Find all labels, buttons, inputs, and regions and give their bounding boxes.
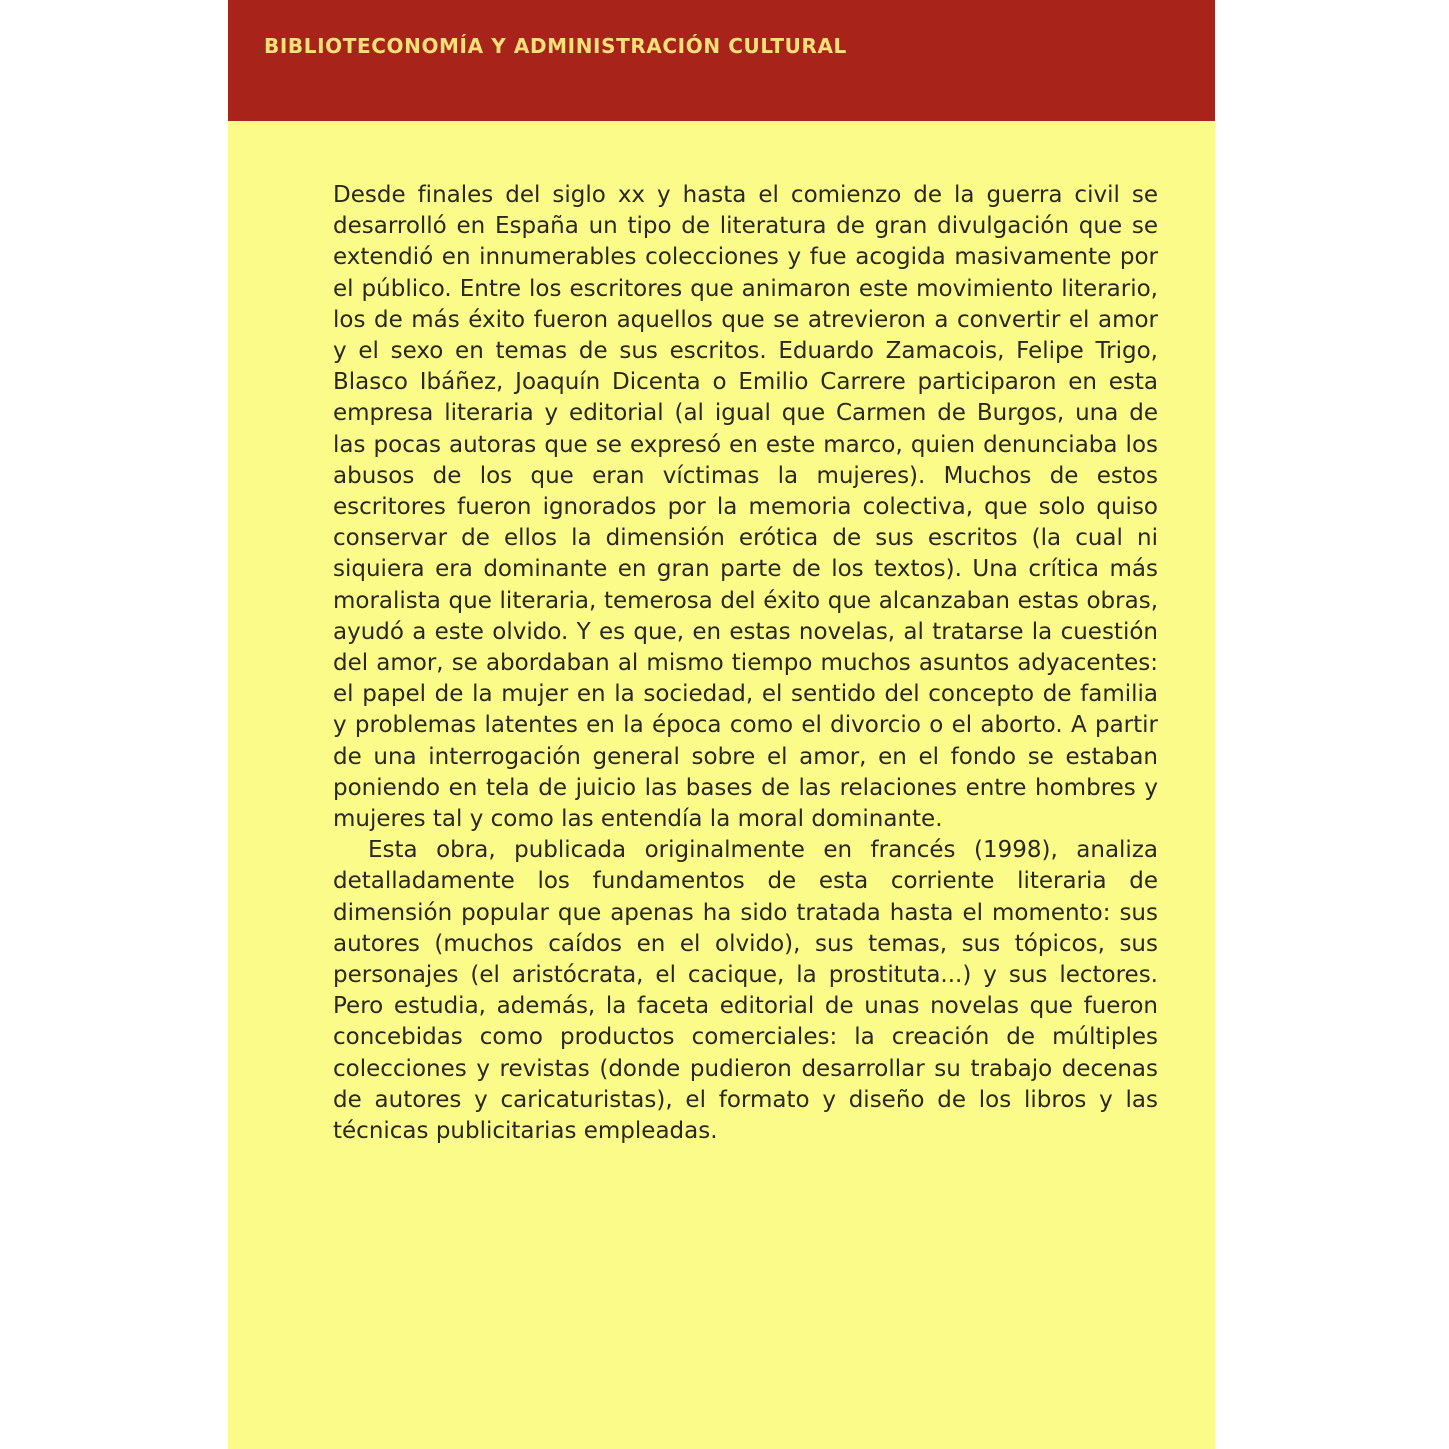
series-header-band (228, 0, 1215, 121)
book-back-cover (228, 0, 1215, 1449)
blurb-paragraph-1: Desde finales del siglo xx y hasta el comienzo de la guerra civil se desarrolló en España un tipo de literatura de gran divulgación que se extendió en innumerables colecciones y fue acogida masivamente por el público. Entre los escritores que animaron este movimiento literario, los de más éxito fueron aquellos que se atrevieron a convertir el amor y el sexo en temas de sus escritos. Eduardo Zamacois, Felipe Trigo, Blasco Ibáñez, Joaquín Dicenta o Emilio Carrere participaron en esta empresa literaria y editorial (al igual que Carmen de Burgos, una de las pocas autoras que se expresó en este marco, quien denunciaba los abusos de los que eran víctimas la mujeres). Muchos de estos escritores fueron ignorados por la memoria colectiva, que solo quiso conservar de ellos la dimensión erótica de sus escritos (la cual ni siquiera era dominante en gran parte de los textos). Una crítica más moralista que literaria, temerosa del éxito que alcanzaban estas obras, ayudó a este olvido. Y es que, en estas novelas, al tratarse la cuestión del amor, se abordaban al mismo tiempo muchos asuntos adyacentes: el papel de la mujer en la sociedad, el sentido del concepto de familia y problemas latentes en la época como el divorcio o el aborto. A partir de una interrogación general sobre el amor, en el fondo se estaban poniendo en tela de juicio las bases de las relaciones entre hombres y mujeres tal y como las entendía la moral dominante. (333, 182, 1158, 833)
blurb-paragraph-2: Esta obra, publicada originalmente en francés (1998), analiza detalladamente los fundamentos de esta corriente literaria de dimensión popular que apenas ha sido tratada hasta el momento: sus autores (muchos caídos en el olvido), sus temas, sus tópicos, sus personajes (el aristócrata, el cacique, la prostituta...) y sus lectores. Pero estudia, además, la faceta editorial de unas novelas que fueron concebidas como productos comerciales: la creación de múltiples colecciones y revistas (donde pudieron desarrollar su trabajo decenas de autores y caricaturistas), el formato y diseño de los libros y las técnicas publicitarias empleadas. (333, 837, 1158, 1145)
series-title: BIBLIOTECONOMÍA Y ADMINISTRACIÓN CULTURAL (264, 34, 847, 58)
back-cover-blurb (333, 180, 1158, 1147)
